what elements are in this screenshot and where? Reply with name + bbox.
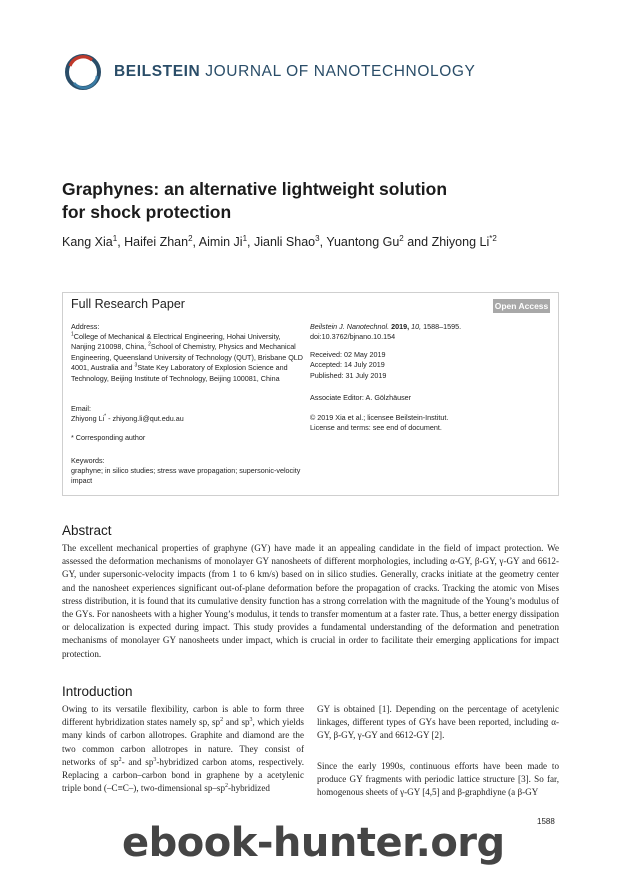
- introduction-right-paragraph-2: Since the early 1990s, continuous efforts have been made to produce GY fragments with periodic lattice structure [3]. So far, homogenous sheets of γ-GY [4,5] and β-graphdiyne (a β-GY: [317, 761, 559, 798]
- author-name: Jianli Shao: [253, 235, 316, 249]
- beilstein-ring-logo-icon: [62, 52, 106, 92]
- keywords-label: Keywords:: [71, 456, 105, 465]
- affiliation-number: 2: [148, 342, 151, 349]
- open-access-badge: Open Access: [494, 301, 549, 311]
- author-separator: ,: [117, 235, 125, 249]
- intro-text: and sp: [223, 717, 250, 728]
- author-separator: and: [403, 235, 432, 249]
- author-name: Aimin Ji: [198, 235, 243, 249]
- hybridization-superscript: 2: [118, 756, 122, 763]
- intro-text: - and sp: [121, 756, 154, 767]
- author-list: [62, 235, 497, 249]
- article-title: Graphynes: an alternative lightweight solution for shock protection: [62, 179, 448, 222]
- author-affiliation: 1: [242, 233, 248, 243]
- paper-type-label: Full Research Paper: [71, 297, 185, 311]
- associate-editor: Associate Editor: A. Gölzhäuser: [310, 393, 412, 402]
- intro-text: Owing to its versatile flexibility, carbon is able to form three different hybridization states namely sp, sp: [62, 704, 304, 728]
- hybridization-superscript: 3: [153, 756, 157, 763]
- author-affiliation: 2: [188, 233, 193, 243]
- doi-link[interactable]: doi:10.3762/bjnano.10.154: [310, 332, 396, 342]
- email-text: Zhiyong Li* - zhiyong.li@qut.edu.au: [71, 413, 184, 423]
- affiliation-number: 1: [71, 331, 74, 338]
- citation: Beilstein J. Nanotechnol. 2019, 10, 1588–1595. doi:10.3762/bjnano.10.154: [310, 322, 550, 343]
- copyright-notice: © 2019 Xia et al.; licensee Beilstein-Institut. License and terms: see end of document.: [310, 413, 449, 433]
- author-name: Haifei Zhan: [124, 235, 189, 249]
- abstract-heading: Abstract: [62, 523, 112, 538]
- introduction-heading: Introduction: [62, 684, 133, 699]
- affiliation-text: College of Mechanical & Electrical Engineering, Hohai University, Nanjing 210098, China,: [71, 332, 281, 352]
- author-affiliation: 2: [399, 233, 404, 243]
- publication-dates: Received: 02 May 2019 Accepted: 14 July 2019 Published: 31 July 2019: [310, 350, 387, 380]
- affiliation-text: State Key Laboratory of Explosion Science and Technology, Beijing Institute of Technology, Beijing 100081, China: [71, 363, 288, 383]
- affiliation-number: 3: [134, 362, 138, 369]
- page-number: 1588: [537, 817, 555, 826]
- author-affiliation: 3: [315, 233, 320, 243]
- author-separator: ,: [192, 235, 199, 249]
- author-affiliation: 1: [112, 233, 118, 243]
- introduction-right-paragraph-1: GY is obtained [1]. Depending on the percentage of acetylenic linkages, different types of GYs have been reported, including α-GY, β-GY, γ-GY and 6612-GY [2].: [317, 704, 559, 741]
- address-label: Address:: [71, 322, 100, 331]
- email-label: Email:: [71, 404, 91, 413]
- author-name: Kang Xia: [62, 235, 113, 249]
- author-affiliation: *2: [489, 233, 497, 243]
- address-text: [71, 332, 306, 384]
- author-name: Zhiyong Li: [431, 235, 490, 249]
- journal-name: BEILSTEIN JOURNAL OF NANOTECHNOLOGY: [114, 63, 476, 80]
- email-link[interactable]: - zhiyong.li@qut.edu.au: [106, 414, 184, 423]
- hybridization-superscript: 3: [249, 717, 253, 724]
- affiliation-text: School of Chemistry, Physics and Mechanical Engineering, Queensland University of Technology (QUT), Brisbane QLD 4001, Australia and: [71, 342, 303, 373]
- abstract-body: The excellent mechanical properties of graphyne (GY) have made it an appealing candidate in the field of impact protection. We assessed the deformation mechanisms of monolayer GY nanosheets of different morphologies, including α-GY, β-GY, γ-GY and 6612-GY, under supersonic-velocity impacts (from 1 to 6 km/s) based on in silico studies. Generally, cracks initiate at the geometry center and the nanosheet experiences significant out-of-plane deformation before the propagation of cracks. Tracking the atomic von Mises stress distribution, it is found that its cumulative density function has a strong correlation with the magnitude of the Young’s modulus of the GYs. For nanosheets with a higher Young’s modulus, it tends to transfer momentum at a faster rate. Thus, a better energy dissipation or delocalization is expected during impact. This study provides a fundamental understanding of the deformation and penetration mechanisms of monolayer GY nanosheets under impact, which is crucial in order to facilitate their emerging applications for impact protection.: [62, 543, 559, 659]
- hybridization-superscript: 2: [225, 783, 228, 790]
- hybridization-superscript: 2: [220, 717, 224, 724]
- author-separator: ,: [319, 235, 327, 249]
- intro-text: -hybridized: [228, 783, 270, 794]
- intro-text: , which yields many kinds of carbon allotropes. Graphite and diamond are the two common carbon allotropes in nature. They consist of networks of sp: [62, 717, 304, 767]
- keywords-text: graphyne; in silico studies; stress wave propagation; supersonic-velocity impact: [71, 466, 301, 486]
- author-name: Yuantong Gu: [326, 235, 400, 249]
- introduction-left-column: [62, 703, 304, 795]
- author-separator: ,: [247, 235, 254, 249]
- corresponding-author-note: * Corresponding author: [71, 433, 146, 442]
- intro-text: -hybridized carbon atoms, respectively. Replacing a carbon–carbon bond in graphene by a acetylenic triple bond (–C≡C–), two-dimensional sp–sp: [62, 756, 305, 794]
- watermark-text: ebook-hunter.org: [122, 820, 505, 866]
